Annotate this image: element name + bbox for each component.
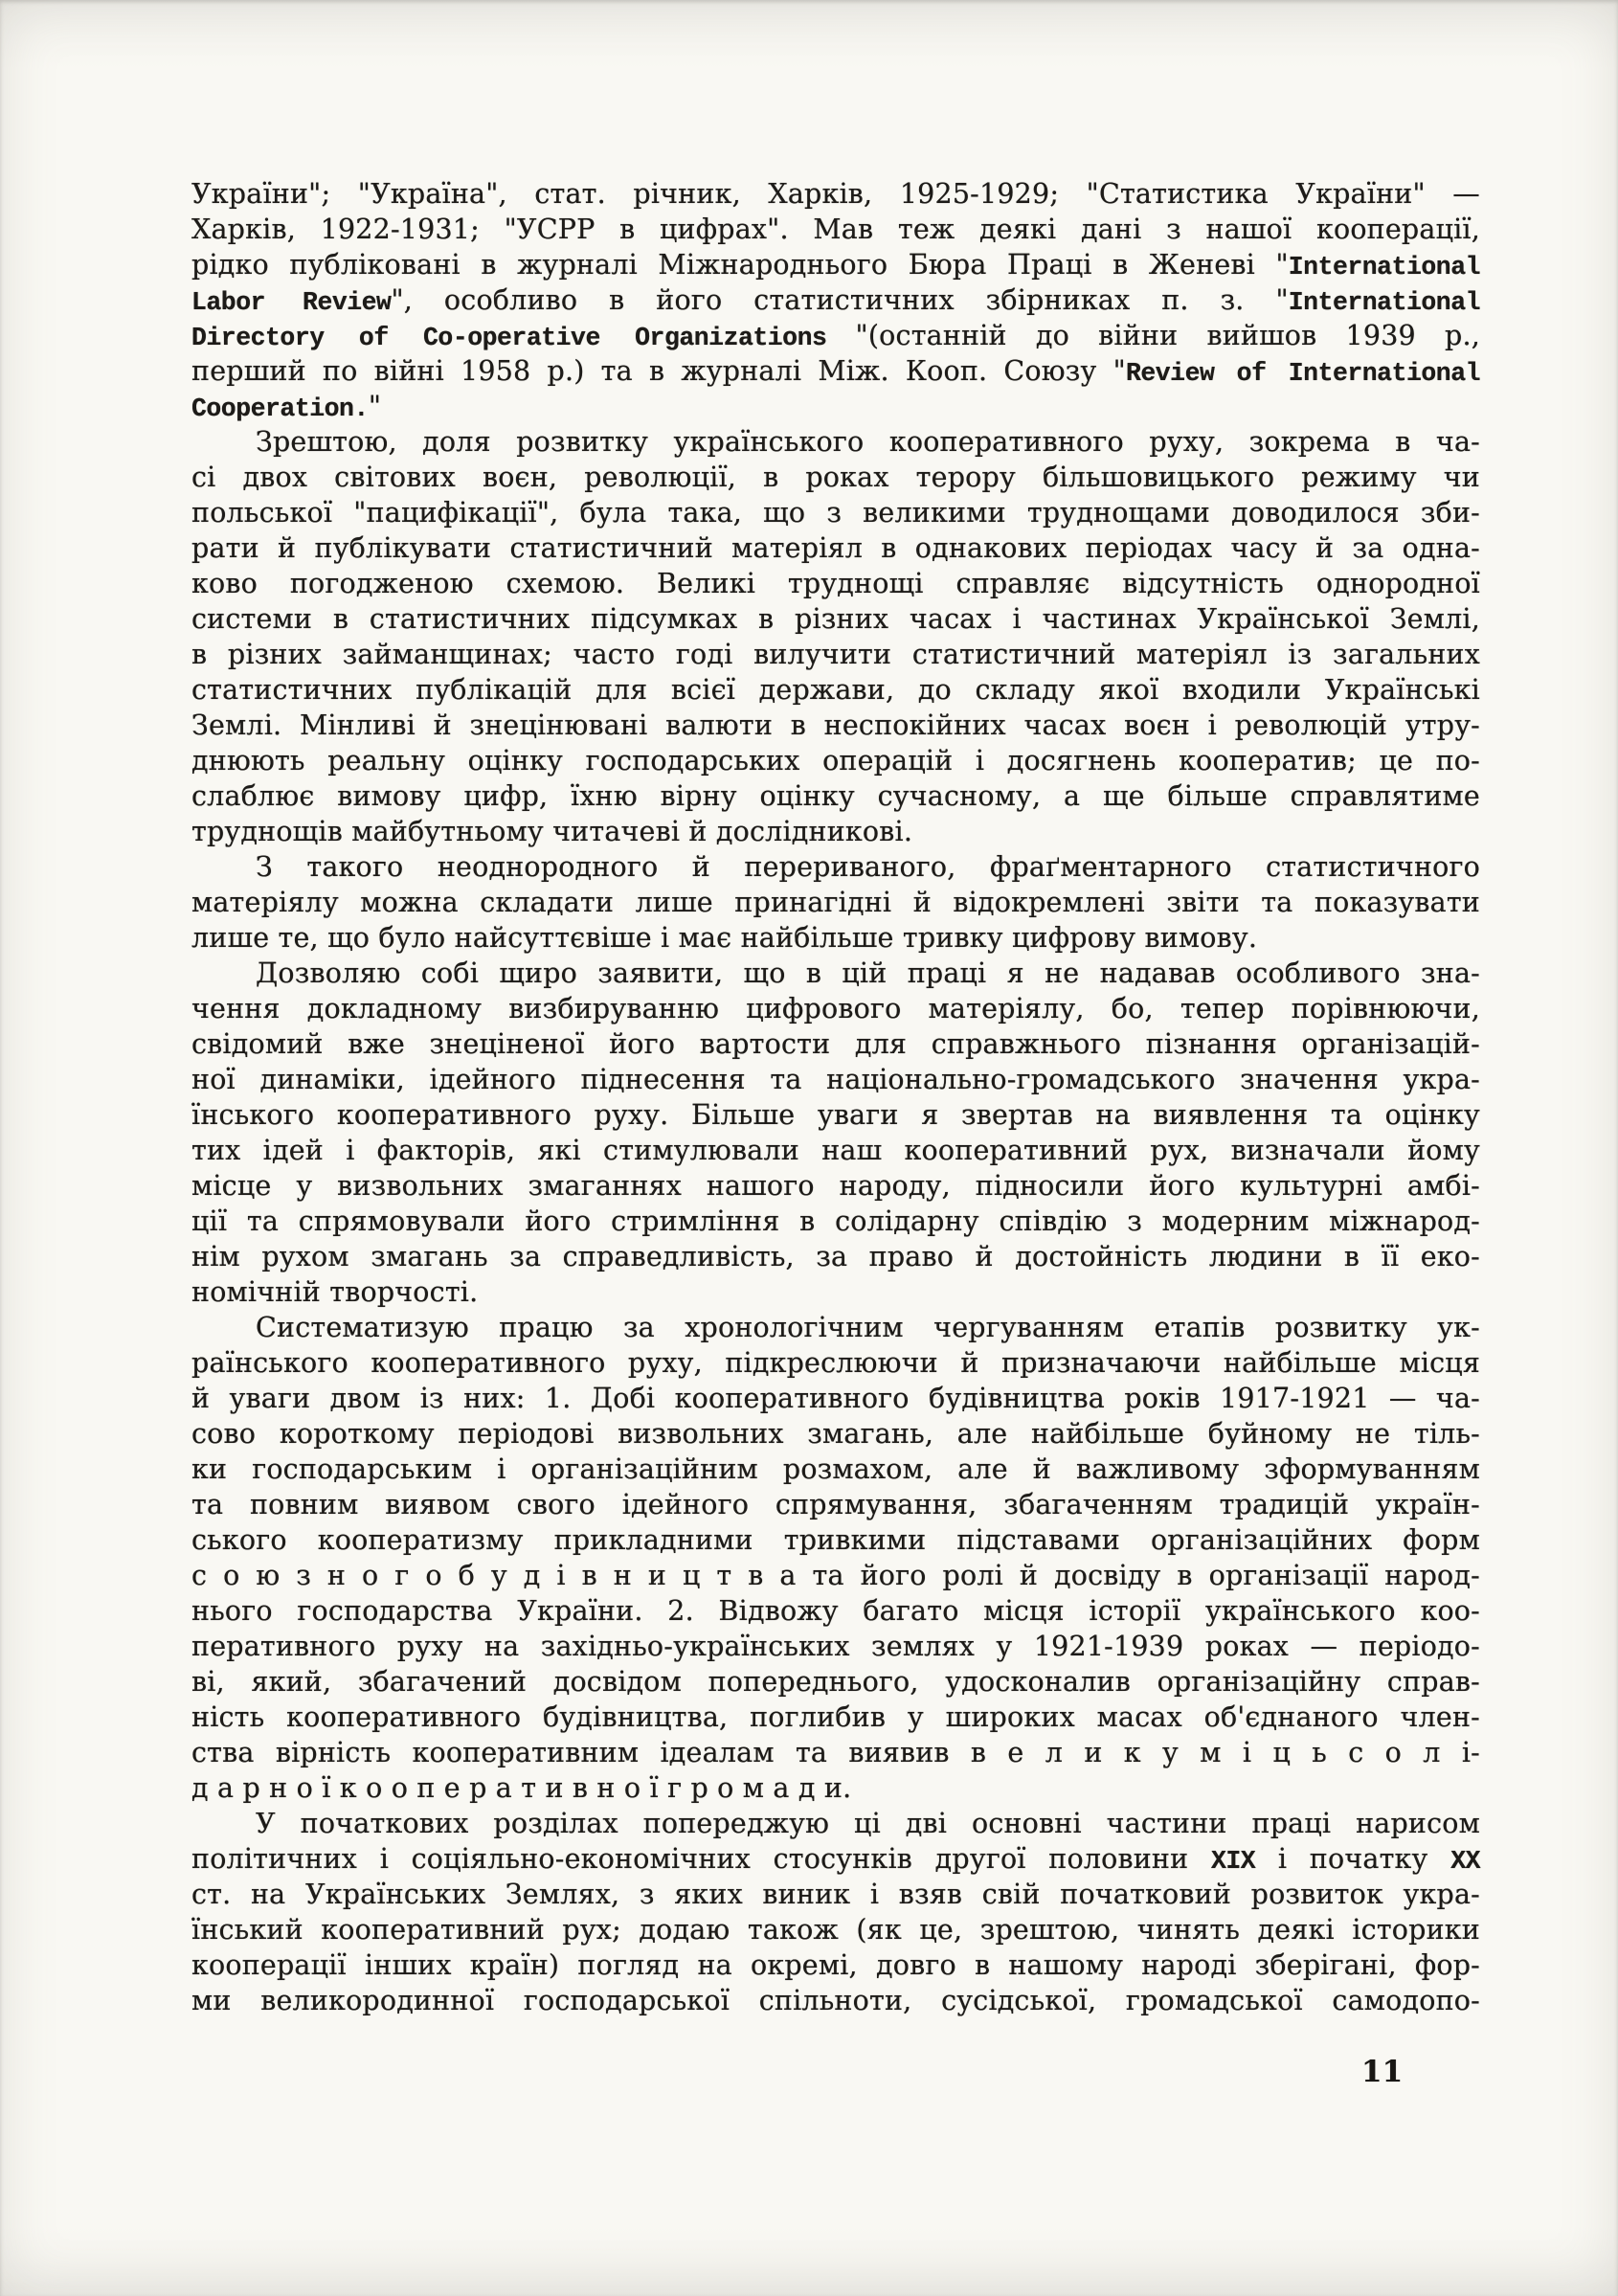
text-line: чення докладному визбируванню цифрового матеріялу, бо, тепер порівнюючи,	[191, 993, 1480, 1024]
text-line: ність кооперативного будівництва, поглибив у широких масах об'єднаного член-	[191, 1701, 1480, 1733]
text-line: слаблює вимову цифр, їхню вірну оцінку сучасному, а ще більше справлятиме	[191, 780, 1480, 812]
text-line: політичних і соціяльно-економічних стосунків другої половини XIX і початку XX	[191, 1843, 1480, 1876]
latin-text: International	[1288, 288, 1480, 317]
latin-text: Review of International	[1125, 359, 1480, 388]
text-line: Землі. Мінливі й знецінювані валюти в неспокійних часах воєн і революцій утру-	[191, 709, 1480, 741]
text-line: ції та спрямовували його стримління в солідарну співдію з модерним міжнарод-	[191, 1205, 1480, 1237]
text-line: й уваги двом із них: 1. Добі кооперативного будівництва років 1917-1921 — ча-	[191, 1383, 1480, 1414]
latin-text: XIX	[1210, 1847, 1256, 1876]
text-line: номічній творчості.	[191, 1276, 479, 1308]
text-line: польської "пацифікації", була така, що з великими труднощами доводилося зби-	[191, 497, 1480, 529]
text-line: місце у визвольних змаганнях нашого народу, підносили його культурні амбі-	[191, 1170, 1480, 1202]
text-line: ки господарським і організаційним розмахом, але й важливому зформуванням	[191, 1453, 1480, 1485]
text-line: ві, який, збагачений досвідом попереднього, удосконалив організаційну справ-	[191, 1666, 1480, 1698]
text-line: Харків, 1922-1931; "УСРР в цифрах". Мав теж деякі дані з нашої кооперації,	[191, 214, 1480, 245]
text-line: Directory of Co-operative Organizations "(останній до війни вийшов 1939 р.,	[191, 320, 1480, 352]
text-line: їнського кооперативного руху. Більше уваги я звертав на виявлення та оцінку	[191, 1099, 1480, 1131]
text-line: в різних займанщинах; часто годі вилучити статистичний матеріял із загальних	[191, 639, 1480, 670]
text-line: Labor Review", особливо в його статистичних збірниках п. з. "International	[191, 284, 1480, 317]
latin-text: Cooperation.	[191, 394, 369, 423]
text-line: раїнського кооперативного руху, підкреслюючи й призначаючи найбільше місця	[191, 1347, 1480, 1379]
text-line: нього господарства України. 2. Відвожу багато місця історії українського коо-	[191, 1595, 1480, 1627]
text-line: матеріялу можна складати лише принагідні й відокремлені звіти та показувати	[191, 887, 1480, 918]
latin-text: Labor Review	[191, 288, 392, 317]
text-line: сово короткому періодові визвольних змагань, але найбільше буйному не тіль-	[191, 1418, 1480, 1450]
text-line: ства вірність кооперативним ідеалам та виявив в е л и к у м і ц ь с о л і-	[191, 1737, 1480, 1768]
text-line: системи в статистичних підсумках в різних часах і частинах Української Землі,	[191, 603, 1480, 635]
text-line: свідомий вже знеціненої його вартости для справжнього пізнання організацій-	[191, 1028, 1480, 1060]
text-line: днюють реальну оцінку господарських операцій і досягнень кооператив; це по-	[191, 745, 1480, 777]
text-line: лише те, що було найсуттєвіше і має найбільше тривку цифрову вимову.	[191, 922, 1258, 954]
latin-text: Directory of Co-operative Organizations	[191, 324, 827, 352]
text-line: та повним виявом свого ідейного спрямування, збагаченням традицій україн-	[191, 1489, 1480, 1520]
text-line: д а р н о ї к о о п е р а т и в н о ї г р о м а д и.	[191, 1772, 852, 1804]
text-line: З такого неоднородного й перериваного, фраґментарного статистичного	[256, 851, 1480, 883]
latin-text: International	[1288, 253, 1480, 281]
text-line: рідко публіковані в журналі Міжнароднього Бюра Праці в Женеві "International	[191, 249, 1480, 281]
text-line: ми великородинної господарської спільноти, сусідської, громадської самодопо-	[191, 1985, 1480, 2016]
text-line: сі двох світових воєн, революції, в роках терору більшовицького режиму чи	[191, 461, 1480, 493]
text-line: статистичних публікацій для всієї держави, до складу якої входили Українські	[191, 674, 1480, 706]
text-line: тих ідей і факторів, які стимулювали наш кооперативний рух, визначали йому	[191, 1135, 1480, 1166]
text-line: перативного руху на західньо-українських землях у 1921-1939 роках — періодо-	[191, 1631, 1480, 1662]
text-line: ково погодженою схемою. Великі труднощі справляє відсутність однородної	[191, 568, 1480, 599]
text-line: ського кооператизму прикладними тривкими підставами організаційних форм	[191, 1524, 1480, 1556]
text-line: нім рухом змагань за справедливість, за право й достойність людини в її еко-	[191, 1241, 1480, 1272]
text-line: ст. на Українських Землях, з яких виник і взяв свій початковий розвиток укра-	[191, 1879, 1480, 1910]
text-line: кооперації інших країн) погляд на окремі, довго в нашому народі зберігані, фор-	[191, 1949, 1480, 1981]
text-line: труднощів майбутньому читачеві й дослідникові.	[191, 816, 913, 847]
text-block	[191, 176, 1480, 2018]
text-line: Зрештою, доля розвитку українського кооперативного руху, зокрема в ча-	[256, 426, 1480, 458]
text-line: перший по війні 1958 р.) та в журналі Між. Кооп. Союзу "Review of International	[191, 355, 1480, 388]
text-line: рати й публікувати статистичний матеріял в однакових періодах часу й за одна-	[191, 532, 1480, 564]
text-line: с о ю з н о г о б у д і в н и ц т в а та його ролі й досвіду в організації народ-	[191, 1560, 1480, 1591]
text-line: У початкових розділах попереджую ці дві основні частини праці нарисом	[256, 1808, 1480, 1839]
text-line: Дозволяю собі щиро заявити, що в цій праці я не надавав особливого зна-	[256, 957, 1480, 989]
text-line: ної динаміки, ідейного піднесення та національно-громадського значення укра-	[191, 1064, 1480, 1095]
page-number: 11	[1361, 2055, 1404, 2089]
text-line: України"; "Україна", стат. річник, Харків, 1925-1929; "Статистика України" —	[191, 178, 1480, 210]
text-line: Cooperation."	[191, 391, 382, 423]
text-line: Систематизую працю за хронологічним чергуванням етапів розвитку ук-	[256, 1312, 1480, 1343]
text-line: їнський кооперативний рух; додаю також (як це, зрештою, чинять деякі історики	[191, 1914, 1480, 1946]
latin-text: XX	[1450, 1847, 1480, 1876]
